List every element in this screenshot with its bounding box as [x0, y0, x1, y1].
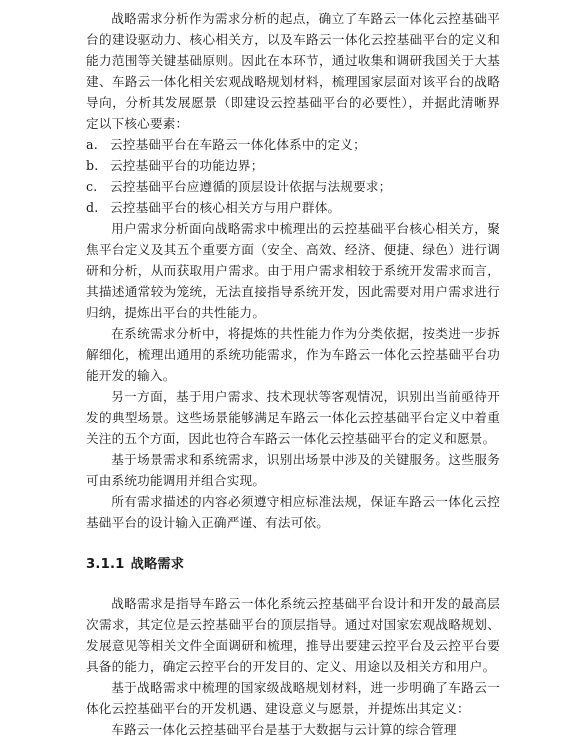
section-paragraph-planning: 基于战略需求中梳理的国家级战略规划材料，进一步明确了车路云一体化云控基础平台的开发机遇、建设意义与愿景，并提炼出其定义：: [86, 680, 500, 716]
list-marker: b.: [86, 158, 99, 173]
list-item-text: 云控基础平台的核心相关方与用户群体。: [110, 200, 341, 215]
list-marker: d.: [86, 200, 99, 215]
list-item: [86, 176, 500, 197]
list-item-text: 云控基础平台应遵循的顶层设计依据与法规要求；: [110, 179, 392, 194]
list-marker: a.: [86, 137, 98, 152]
section-title: 战略需求: [130, 557, 185, 572]
intro-paragraph-strategy: 战略需求分析作为需求分析的起点，确立了车路云一体化云控基础平台的建设驱动力、核心相关方，以及车路云一体化云控基础平台的定义和能力范围等关键基础原则。因此在本环节，通过收集和调研我国关于大基建、车路云一体化相关宏观战略规划材料，梳理国家层面对该平台的战略导向，分析其发展愿景（即建设云控基础平台的必要性），并据此清晰界定以下核心要素：: [86, 11, 500, 131]
document-body: [86, 8, 500, 740]
section-paragraph-platform: 车路云一体化云控基础平台是基于大数据与云计算的综合管理: [111, 722, 457, 737]
list-item-text: 云控基础平台在车路云一体化体系中的定义；: [110, 137, 366, 152]
section-heading: [86, 555, 500, 575]
list-item: [86, 134, 500, 155]
section-number: 3.1.1: [86, 557, 125, 572]
list-item: [86, 155, 500, 176]
intro-paragraph-standards: 所有需求描述的内容必须遵守相应标准法规，保证车路云一体化云控基础平台的设计输入正确严谨、有法可依。: [86, 494, 500, 530]
intro-paragraph-user-needs: 用户需求分析面向战略需求中梳理出的云控基础平台核心相关方，聚焦平台定义及其五个重要方面（安全、高效、经济、便捷、绿色）进行调研和分析，从而获取用户需求。由于用户需求相较于系统开发需求而言，其描述通常较为笼统，无法直接指导系统开发，因此需要对用户需求进行归纳，提炼出平台的共性能力。: [86, 221, 500, 320]
list-item: [86, 197, 500, 218]
intro-paragraph-services: 基于场景需求和系统需求，识别出场景中涉及的关键服务。这些服务可由系统功能调用并组合实现。: [86, 452, 500, 488]
intro-paragraph-system-needs: 在系统需求分析中，将提炼的共性能力作为分类依据，按类进一步拆解细化，梳理出通用的系统功能需求，作为车路云一体化云控基础平台功能开发的输入。: [86, 326, 500, 383]
intro-paragraph-scenarios: 另一方面，基于用户需求、技术现状等客观情况，识别出当前亟待开发的典型场景。这些场景能够满足车路云一体化云控基础平台定义中着重关注的五个方面，因此也符合车路云一体化云控基础平台的定义和愿景。: [86, 389, 500, 446]
list-item-text: 云控基础平台的功能边界；: [110, 158, 264, 173]
list-marker: c.: [86, 179, 98, 194]
core-elements-list: [86, 134, 500, 218]
section-paragraph-definition: 战略需求是指导车路云一体化系统云控基础平台设计和开发的最高层次需求，其定位是云控基础平台的顶层指导。通过对国家宏观战略规划、发展意见等相关文件全面调研和梳理，推导出要建云控平台及云控平台要具备的能力，确定云控平台的开发目的、定义、用途以及相关方和用户。: [86, 596, 500, 674]
